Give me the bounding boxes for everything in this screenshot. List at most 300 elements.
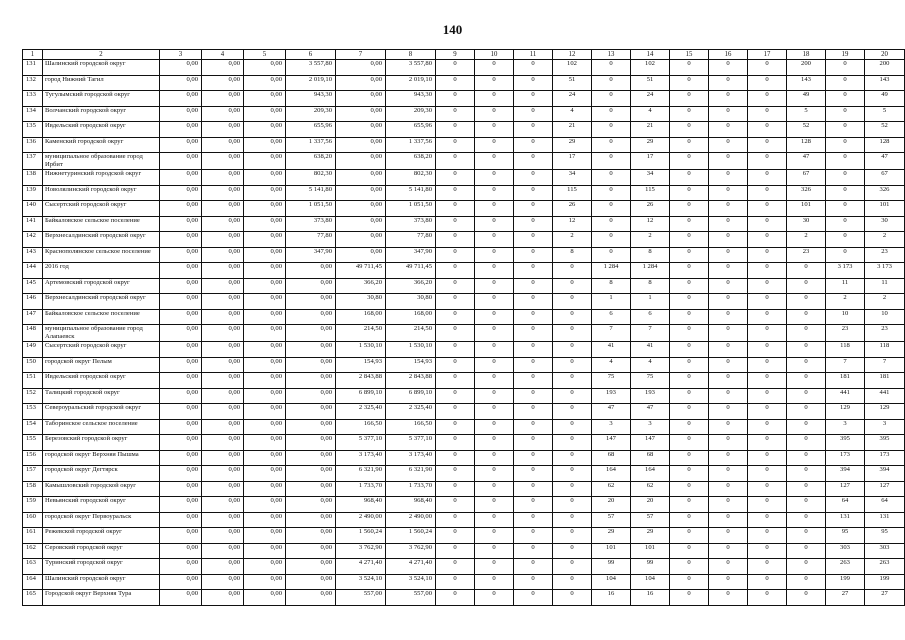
- table-cell: 21: [553, 122, 592, 138]
- table-cell: 0: [514, 543, 553, 559]
- table-cell: 0: [475, 309, 514, 325]
- table-cell: 17: [553, 153, 592, 170]
- table-cell: 0,00: [244, 137, 286, 153]
- table-cell: 0: [709, 590, 748, 606]
- table-cell: 0: [553, 325, 592, 342]
- table-cell: 0: [670, 357, 709, 373]
- table-cell: 0,00: [202, 153, 244, 170]
- municipality-name: Ивдельский городской округ: [43, 373, 160, 389]
- table-cell: 395: [865, 435, 905, 451]
- column-header: 14: [631, 50, 670, 60]
- table-cell: 0: [553, 373, 592, 389]
- table-cell: 0,00: [160, 294, 202, 310]
- municipality-name: Байкаловское сельское поселение: [43, 216, 160, 232]
- table-cell: 0: [826, 106, 865, 122]
- table-cell: 104: [592, 574, 631, 590]
- table-cell: 49 711,45: [386, 263, 436, 279]
- municipality-name: Каменский городской округ: [43, 137, 160, 153]
- table-cell: 0,00: [160, 137, 202, 153]
- table-cell: 199: [865, 574, 905, 590]
- table-cell: 200: [865, 60, 905, 76]
- table-cell: 0: [553, 435, 592, 451]
- table-cell: 0,00: [160, 373, 202, 389]
- table-cell: 57: [631, 512, 670, 528]
- table-cell: 0,00: [244, 122, 286, 138]
- table-cell: 166,50: [386, 419, 436, 435]
- row-number: 131: [23, 60, 43, 76]
- table-cell: 209,30: [386, 106, 436, 122]
- table-cell: 3: [826, 419, 865, 435]
- table-cell: 0: [592, 91, 631, 107]
- table-cell: 0: [787, 278, 826, 294]
- table-cell: 0: [748, 435, 787, 451]
- row-number: 155: [23, 435, 43, 451]
- table-cell: 263: [865, 559, 905, 575]
- table-cell: 0: [553, 543, 592, 559]
- municipality-name: Нижнетуринский городской округ: [43, 170, 160, 186]
- table-cell: 0: [514, 60, 553, 76]
- table-cell: 7: [826, 357, 865, 373]
- table-cell: 0: [670, 450, 709, 466]
- table-cell: 0: [436, 388, 475, 404]
- table-cell: 77,80: [386, 232, 436, 248]
- table-cell: 0: [475, 512, 514, 528]
- table-cell: 557,00: [336, 590, 386, 606]
- table-cell: 6: [592, 309, 631, 325]
- table-cell: 0: [553, 559, 592, 575]
- table-row: [23, 170, 905, 186]
- table-cell: 75: [592, 373, 631, 389]
- table-cell: 0,00: [202, 170, 244, 186]
- table-cell: 8: [553, 247, 592, 263]
- table-cell: 0,00: [336, 153, 386, 170]
- table-cell: 0: [748, 170, 787, 186]
- table-cell: 0,00: [244, 450, 286, 466]
- table-cell: 34: [631, 170, 670, 186]
- municipality-name: Североуральский городской округ: [43, 404, 160, 420]
- table-cell: 0: [748, 419, 787, 435]
- column-header: 13: [592, 50, 631, 60]
- table-cell: 0,00: [202, 232, 244, 248]
- table-cell: 0,00: [202, 512, 244, 528]
- table-cell: 0: [709, 481, 748, 497]
- table-cell: 0: [670, 543, 709, 559]
- table-cell: 131: [865, 512, 905, 528]
- table-cell: 0,00: [202, 294, 244, 310]
- table-cell: 3: [865, 419, 905, 435]
- table-cell: 0: [670, 342, 709, 358]
- table-cell: 0,00: [244, 60, 286, 76]
- table-cell: 23: [787, 247, 826, 263]
- table-cell: 0: [514, 91, 553, 107]
- table-cell: 0: [436, 357, 475, 373]
- table-cell: 2: [826, 294, 865, 310]
- table-cell: 0: [514, 201, 553, 217]
- table-cell: 95: [826, 528, 865, 544]
- table-cell: 0: [670, 294, 709, 310]
- table-cell: 0,00: [336, 75, 386, 91]
- table-cell: 0: [748, 216, 787, 232]
- table-cell: 2 019,10: [386, 75, 436, 91]
- table-cell: 0: [709, 75, 748, 91]
- table-row: [23, 185, 905, 201]
- table-cell: 0,00: [244, 481, 286, 497]
- table-cell: 0,00: [244, 590, 286, 606]
- table-cell: 0: [436, 543, 475, 559]
- table-cell: 64: [826, 497, 865, 513]
- table-cell: 0,00: [286, 373, 336, 389]
- table-row: [23, 216, 905, 232]
- table-cell: 1 733,70: [386, 481, 436, 497]
- table-cell: 638,20: [286, 153, 336, 170]
- table-cell: 95: [865, 528, 905, 544]
- table-cell: 29: [631, 528, 670, 544]
- table-cell: 0: [514, 388, 553, 404]
- table-cell: 0,00: [286, 466, 336, 482]
- table-row: [23, 559, 905, 575]
- table-cell: 0: [514, 232, 553, 248]
- table-cell: 0,00: [202, 528, 244, 544]
- table-cell: 0: [436, 60, 475, 76]
- table-cell: 0: [670, 309, 709, 325]
- row-number: 161: [23, 528, 43, 544]
- table-cell: 0: [748, 357, 787, 373]
- table-cell: 62: [592, 481, 631, 497]
- table-cell: 2: [787, 232, 826, 248]
- table-cell: 0: [787, 388, 826, 404]
- table-cell: 29: [631, 137, 670, 153]
- table-cell: 2 490,00: [336, 512, 386, 528]
- table-cell: 0: [514, 450, 553, 466]
- table-cell: 0: [592, 232, 631, 248]
- table-cell: 51: [631, 75, 670, 91]
- table-cell: 0,00: [286, 481, 336, 497]
- row-number: 139: [23, 185, 43, 201]
- table-cell: 0: [436, 450, 475, 466]
- table-cell: 0: [475, 232, 514, 248]
- table-cell: 101: [631, 543, 670, 559]
- table-cell: 0,00: [160, 512, 202, 528]
- table-cell: 0,00: [202, 216, 244, 232]
- table-cell: 0: [709, 388, 748, 404]
- table-cell: 0: [787, 528, 826, 544]
- table-cell: 0,00: [160, 528, 202, 544]
- table-row: [23, 357, 905, 373]
- table-cell: 0,00: [160, 60, 202, 76]
- table-row: [23, 325, 905, 342]
- table-cell: 0: [553, 294, 592, 310]
- table-cell: 2: [865, 232, 905, 248]
- municipality-name: Тугулымский городской округ: [43, 91, 160, 107]
- row-number: 138: [23, 170, 43, 186]
- municipality-name: городской округ Пелым: [43, 357, 160, 373]
- table-cell: 0: [475, 294, 514, 310]
- table-cell: 0: [748, 590, 787, 606]
- table-cell: 0,00: [160, 450, 202, 466]
- table-cell: 0,00: [160, 590, 202, 606]
- table-cell: 5 377,10: [336, 435, 386, 451]
- table-cell: 0: [709, 512, 748, 528]
- row-number: 137: [23, 153, 43, 170]
- table-cell: 0,00: [160, 574, 202, 590]
- table-cell: 143: [787, 75, 826, 91]
- table-cell: 199: [826, 574, 865, 590]
- table-cell: 0: [475, 450, 514, 466]
- table-cell: 0,00: [160, 122, 202, 138]
- table-cell: 0: [475, 388, 514, 404]
- table-cell: 21: [631, 122, 670, 138]
- table-cell: 52: [865, 122, 905, 138]
- table-cell: 1 051,50: [286, 201, 336, 217]
- table-cell: 0,00: [286, 325, 336, 342]
- table-row: [23, 543, 905, 559]
- municipality-name: Артемовский городской округ: [43, 278, 160, 294]
- table-cell: 0,00: [160, 75, 202, 91]
- table-cell: 0: [709, 247, 748, 263]
- table-cell: 0: [514, 373, 553, 389]
- table-cell: 3 173: [826, 263, 865, 279]
- table-cell: 0: [748, 325, 787, 342]
- table-cell: 0: [787, 450, 826, 466]
- column-header: 11: [514, 50, 553, 60]
- table-cell: 115: [553, 185, 592, 201]
- table-cell: 0: [475, 122, 514, 138]
- row-number: 160: [23, 512, 43, 528]
- table-cell: 0: [475, 185, 514, 201]
- table-cell: 0: [670, 325, 709, 342]
- table-cell: 0: [514, 466, 553, 482]
- table-cell: 75: [631, 373, 670, 389]
- municipality-name: муниципальное образование город Алапаевск: [43, 325, 160, 342]
- municipality-name: город Нижний Тагил: [43, 75, 160, 91]
- table-cell: 0: [787, 357, 826, 373]
- table-cell: 0: [475, 481, 514, 497]
- table-cell: 1 051,50: [386, 201, 436, 217]
- table-cell: 0: [748, 466, 787, 482]
- municipality-name: Шалинский городской округ: [43, 60, 160, 76]
- municipality-name: Талицкий городской округ: [43, 388, 160, 404]
- table-cell: 17: [631, 153, 670, 170]
- table-cell: 41: [592, 342, 631, 358]
- table-cell: 104: [631, 574, 670, 590]
- table-cell: 0: [514, 342, 553, 358]
- table-cell: 263: [826, 559, 865, 575]
- table-cell: 102: [553, 60, 592, 76]
- table-cell: 0: [475, 497, 514, 513]
- table-cell: 27: [865, 590, 905, 606]
- table-cell: 0: [553, 278, 592, 294]
- table-cell: 0: [670, 75, 709, 91]
- column-header: 2: [43, 50, 160, 60]
- table-cell: 0,00: [160, 170, 202, 186]
- table-cell: 0,00: [202, 590, 244, 606]
- column-header: 1: [23, 50, 43, 60]
- table-cell: 0,00: [160, 357, 202, 373]
- table-cell: 118: [865, 342, 905, 358]
- table-row: [23, 373, 905, 389]
- table-cell: 3 762,90: [336, 543, 386, 559]
- table-cell: 0: [514, 75, 553, 91]
- municipality-name: Туринский городской округ: [43, 559, 160, 575]
- table-cell: 0: [670, 528, 709, 544]
- table-cell: 0,00: [244, 278, 286, 294]
- table-cell: 0: [670, 185, 709, 201]
- table-cell: 0: [709, 216, 748, 232]
- table-cell: 0: [514, 153, 553, 170]
- table-cell: 0: [670, 481, 709, 497]
- table-cell: 5 377,10: [386, 435, 436, 451]
- table-cell: 0: [592, 170, 631, 186]
- table-cell: 0: [475, 247, 514, 263]
- table-cell: 0: [436, 75, 475, 91]
- table-cell: 0: [748, 512, 787, 528]
- table-cell: 0: [826, 75, 865, 91]
- table-cell: 0,00: [286, 590, 336, 606]
- table-cell: 0: [709, 201, 748, 217]
- municipality-name: Городской округ Верхняя Тура: [43, 590, 160, 606]
- table-cell: 0,00: [244, 512, 286, 528]
- table-cell: 0: [787, 574, 826, 590]
- table-cell: 154,93: [386, 357, 436, 373]
- table-cell: 0,00: [160, 201, 202, 217]
- table-cell: 29: [592, 528, 631, 544]
- table-cell: 655,96: [286, 122, 336, 138]
- table-cell: 655,96: [386, 122, 436, 138]
- table-cell: 0,00: [244, 574, 286, 590]
- table-row: [23, 263, 905, 279]
- table-cell: 0,00: [336, 60, 386, 76]
- table-cell: 64: [865, 497, 905, 513]
- table-cell: 0,00: [286, 309, 336, 325]
- table-cell: 0: [436, 247, 475, 263]
- table-cell: 214,50: [386, 325, 436, 342]
- table-cell: 0: [553, 481, 592, 497]
- table-cell: 0,00: [202, 185, 244, 201]
- table-cell: 0: [748, 294, 787, 310]
- table-cell: 802,30: [386, 170, 436, 186]
- table-cell: 0: [748, 232, 787, 248]
- table-cell: 0,00: [286, 278, 336, 294]
- table-cell: 24: [553, 91, 592, 107]
- table-cell: 10: [826, 309, 865, 325]
- table-cell: 128: [865, 137, 905, 153]
- table-cell: 0: [436, 106, 475, 122]
- column-header: 7: [336, 50, 386, 60]
- table-cell: 0: [709, 153, 748, 170]
- table-cell: 3 557,80: [286, 60, 336, 76]
- table-cell: 0: [514, 481, 553, 497]
- table-cell: 30,80: [386, 294, 436, 310]
- column-header: 10: [475, 50, 514, 60]
- table-cell: 57: [592, 512, 631, 528]
- table-cell: 4 271,40: [336, 559, 386, 575]
- table-cell: 0: [553, 450, 592, 466]
- column-header: 8: [386, 50, 436, 60]
- table-cell: 0,00: [244, 106, 286, 122]
- table-cell: 0: [748, 153, 787, 170]
- table-cell: 52: [787, 122, 826, 138]
- table-cell: 0: [436, 373, 475, 389]
- row-number: 133: [23, 91, 43, 107]
- row-number: 149: [23, 342, 43, 358]
- table-row: [23, 528, 905, 544]
- municipality-name: Верхнесалдинский городской округ: [43, 294, 160, 310]
- table-cell: 0,00: [286, 435, 336, 451]
- table-cell: 2: [865, 294, 905, 310]
- table-cell: 0,00: [202, 278, 244, 294]
- table-cell: 0: [748, 91, 787, 107]
- row-number: 143: [23, 247, 43, 263]
- table-cell: 0: [709, 294, 748, 310]
- table-cell: 0: [826, 122, 865, 138]
- row-number: 154: [23, 419, 43, 435]
- table-cell: 0,00: [160, 497, 202, 513]
- table-cell: 0: [670, 559, 709, 575]
- table-cell: 47: [592, 404, 631, 420]
- table-cell: 373,80: [386, 216, 436, 232]
- table-cell: 0: [514, 590, 553, 606]
- table-cell: 6 321,90: [386, 466, 436, 482]
- table-cell: 214,50: [336, 325, 386, 342]
- column-header: 19: [826, 50, 865, 60]
- table-cell: 0,00: [286, 497, 336, 513]
- table-cell: 101: [592, 543, 631, 559]
- table-cell: 0: [553, 497, 592, 513]
- row-number: 147: [23, 309, 43, 325]
- table-cell: 0: [514, 309, 553, 325]
- table-cell: 62: [631, 481, 670, 497]
- municipality-name: Волчанский городской округ: [43, 106, 160, 122]
- table-cell: 0: [514, 574, 553, 590]
- table-cell: 0,00: [202, 559, 244, 575]
- table-cell: 0,00: [202, 91, 244, 107]
- table-cell: 0,00: [202, 75, 244, 91]
- table-cell: 0: [709, 404, 748, 420]
- table-cell: 0,00: [202, 497, 244, 513]
- table-cell: 0: [436, 185, 475, 201]
- table-cell: 326: [865, 185, 905, 201]
- table-cell: 6 899,10: [386, 388, 436, 404]
- table-cell: 0,00: [202, 247, 244, 263]
- table-cell: 303: [826, 543, 865, 559]
- table-cell: 0: [748, 106, 787, 122]
- row-number: 165: [23, 590, 43, 606]
- row-number: 158: [23, 481, 43, 497]
- table-cell: 0: [826, 185, 865, 201]
- table-cell: 0: [709, 559, 748, 575]
- table-cell: 0: [709, 232, 748, 248]
- table-cell: 0: [670, 170, 709, 186]
- table-cell: 5 141,80: [286, 185, 336, 201]
- table-cell: 129: [826, 404, 865, 420]
- table-cell: 2 325,40: [386, 404, 436, 420]
- row-number: 153: [23, 404, 43, 420]
- table-cell: 0,00: [202, 388, 244, 404]
- table-cell: 102: [631, 60, 670, 76]
- table-cell: 0: [670, 216, 709, 232]
- table-cell: 0: [514, 170, 553, 186]
- table-cell: 154,93: [336, 357, 386, 373]
- table-row: [23, 342, 905, 358]
- table-cell: 118: [826, 342, 865, 358]
- table-cell: 0,00: [244, 232, 286, 248]
- table-cell: 0: [514, 137, 553, 153]
- table-cell: 1: [592, 294, 631, 310]
- table-cell: 5: [865, 106, 905, 122]
- table-cell: 0: [475, 590, 514, 606]
- table-cell: 0: [475, 106, 514, 122]
- table-cell: 0: [592, 122, 631, 138]
